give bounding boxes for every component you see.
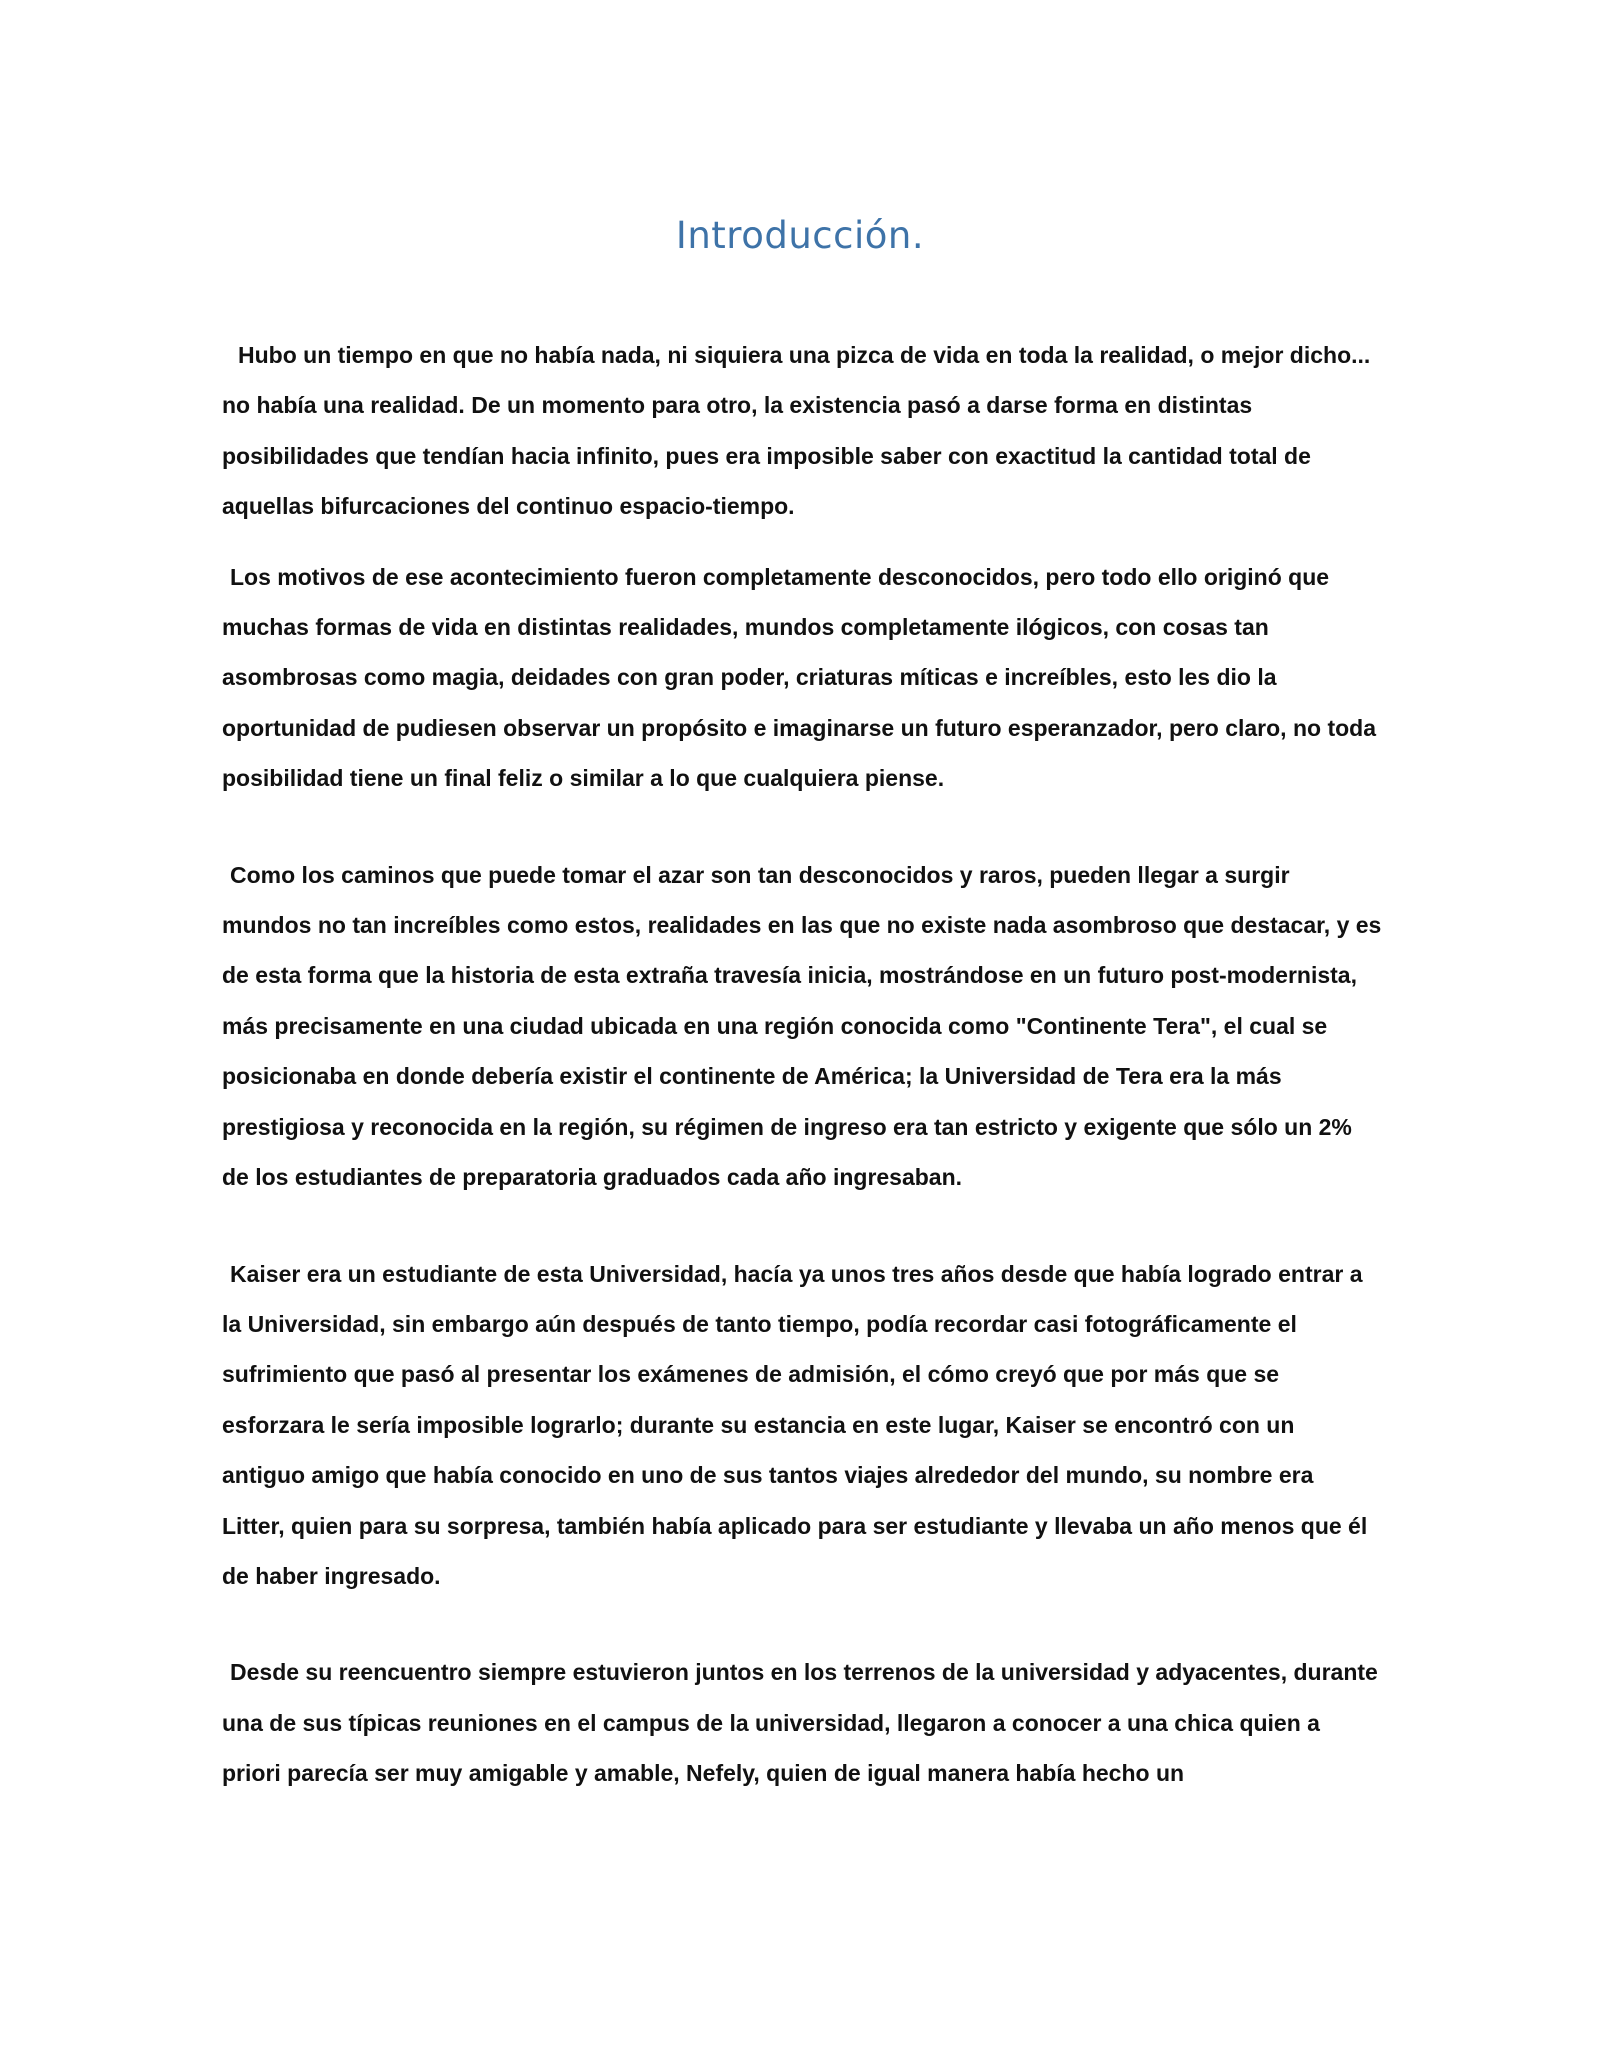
paragraph-4: Kaiser era un estudiante de esta Universidad, hacía ya unos tres años desde que había logrado entrar a la Universidad, sin embargo aún después de tanto tiempo, podía recordar casi fotográficamente el sufrimiento que pasó al presentar los exámenes de admisión, el cómo creyó que por más que se esforzara le sería imposible lograrlo; durante su estancia en este lugar, Kaiser se encontró con un antiguo amigo que había conocido en uno de sus tantos viajes alrededor del mundo, su nombre era Litter, quien para su sorpresa, también había aplicado para ser estudiante y llevaba un año menos que él de haber ingresado.: [222, 1260, 1368, 1589]
paragraph-5: Desde su reencuentro siempre estuvieron juntos en los terrenos de la universidad y adyacentes, durante una de sus típicas reuniones en el campus de la universidad, llegaron a conocer a una chica quien a priori parecía ser muy amigable y amable, Nefely, quien de igual manera había hecho un: [222, 1659, 1378, 1787]
paragraph-3: Como los caminos que puede tomar el azar son tan desconocidos y raros, pueden llegar a surgir mundos no tan increíbles como estos, realidades en las que no existe nada asombroso que destacar, y es de esta forma que la historia de esta extraña travesía inicia, mostrándose en un futuro post-modernista, más precisamente en una ciudad ubicada en una región conocida como "Continente Tera", el cual se posicionaba en donde debería existir el continente de América; la Universidad de Tera era la más prestigiosa y reconocida en la región, su régimen de ingreso era tan estricto y exigente que sólo un 2% de los estudiantes de preparatoria graduados cada año ingresaban.: [222, 861, 1382, 1191]
paragraph-1: Hubo un tiempo en que no había nada, ni siquiera una pizca de vida en toda la realidad, o mejor dicho... no había una realidad. De un momento para otro, la existencia pasó a darse forma en distintas posibilidades que tendían hacia infinito, pues era imposible saber con exactitud la cantidad total de aquellas bifurcaciones del continuo espacio-tiempo.: [222, 342, 1371, 520]
document-body: [222, 330, 1382, 1799]
document-title: Introducción.: [675, 214, 925, 257]
paragraph-2: Los motivos de ese acontecimiento fueron completamente desconocidos, pero todo ello originó que muchas formas de vida en distintas realidades, mundos completamente ilógicos, con cosas tan asombrosas como magia, deidades con gran poder, criaturas míticas e increíbles, esto les dio la oportunidad de pudiesen observar un propósito e imaginarse un futuro esperanzador, pero claro, no toda posibilidad tiene un final feliz o similar a lo que cualquiera piense.: [222, 563, 1376, 792]
